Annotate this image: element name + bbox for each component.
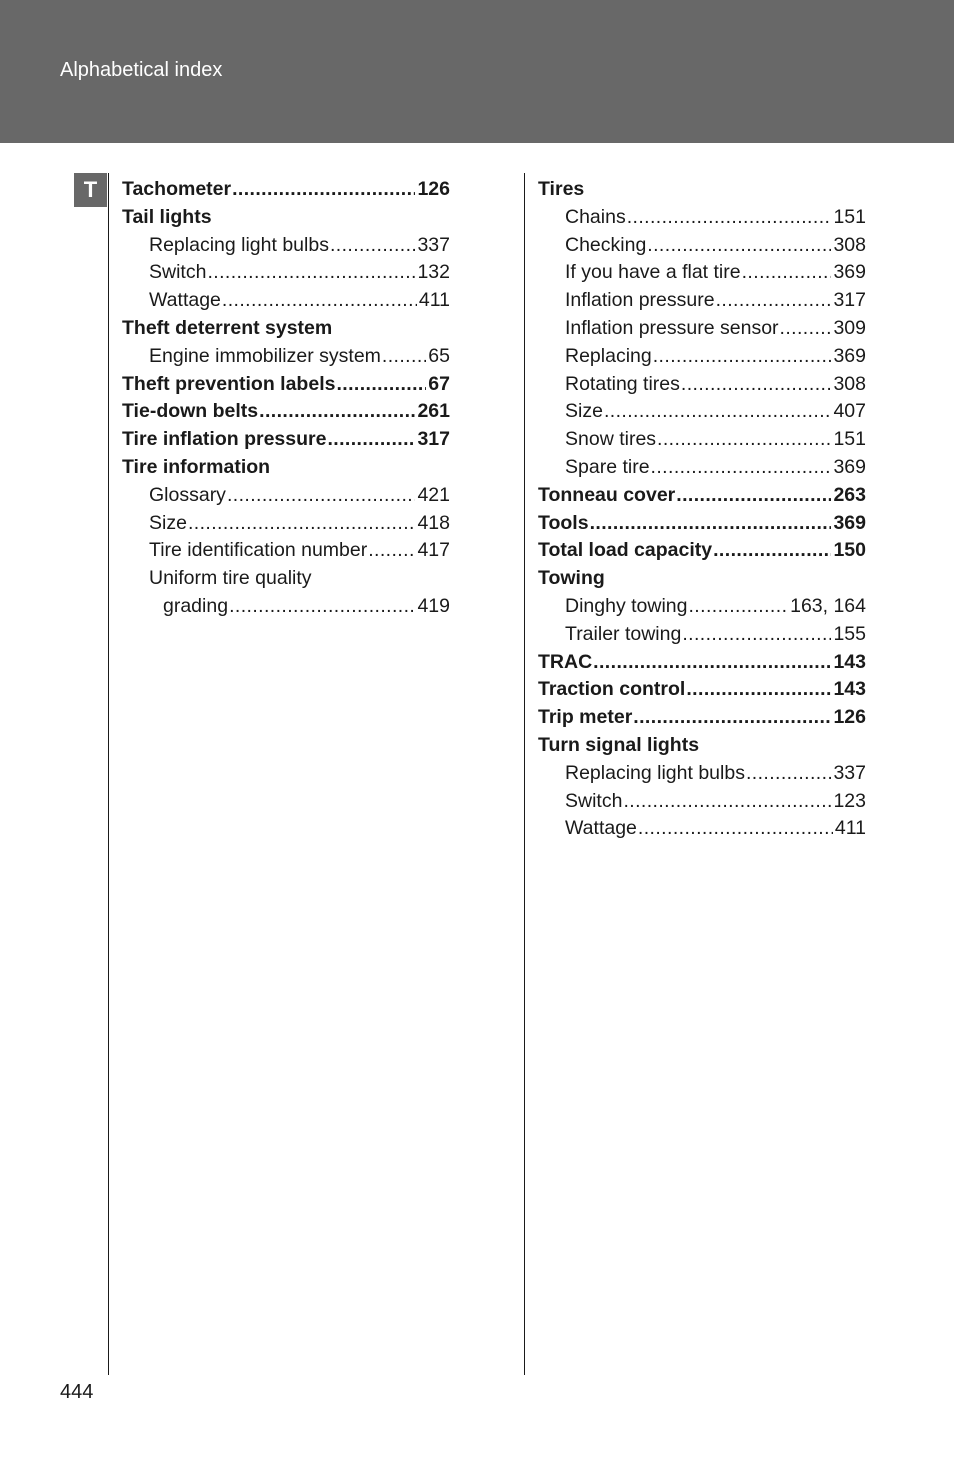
index-entry-page: 317 (417, 428, 450, 451)
index-entry-label: Tire identification number (149, 539, 368, 562)
index-entry-label: Wattage (565, 817, 637, 840)
index-entry-label: Chains (565, 205, 626, 228)
dot-leader (653, 343, 832, 371)
dot-leader (227, 482, 416, 510)
index-entry (538, 482, 866, 510)
index-entry-page: 143 (833, 650, 866, 673)
index-entry-page: 417 (417, 539, 450, 562)
index-entry-page: 155 (833, 622, 866, 645)
dot-leader (368, 537, 415, 565)
index-entry-page: 263 (833, 483, 866, 506)
index-entry (122, 176, 450, 204)
index-entry-label: Checking (565, 233, 647, 256)
dot-leader (327, 426, 415, 454)
dot-leader (222, 287, 417, 315)
index-entry (538, 593, 866, 621)
index-entry (538, 398, 866, 426)
dot-leader (716, 287, 832, 315)
index-entry (538, 760, 866, 788)
index-entry-page: 151 (833, 428, 866, 451)
index-entry-label: Tail lights (122, 205, 212, 228)
index-entry (538, 537, 866, 565)
index-entry-page: 67 (428, 372, 450, 395)
dot-leader (688, 593, 788, 621)
index-entry-page: 309 (833, 316, 866, 339)
index-entry (122, 565, 450, 593)
dot-leader (780, 315, 832, 343)
index-entry-page: 419 (417, 594, 450, 617)
index-entry (122, 482, 450, 510)
dot-leader (713, 537, 831, 565)
index-entry-page: 411 (418, 289, 450, 312)
index-entry-page: 150 (833, 539, 866, 562)
index-entry-label: Tire information (122, 455, 271, 478)
index-entry (122, 593, 450, 621)
dot-leader (207, 259, 415, 287)
index-entry-page: 411 (834, 817, 866, 840)
page-number: 444 (60, 1381, 94, 1403)
index-entry (122, 398, 450, 426)
index-entry-page: 308 (833, 372, 866, 395)
index-entry-label: Snow tires (565, 428, 657, 451)
index-entry-label: Traction control (538, 678, 686, 701)
index-entry (538, 343, 866, 371)
index-entry (538, 649, 866, 677)
index-entry-label: Tires (538, 178, 585, 200)
dot-leader (188, 510, 416, 538)
index-entry-label: Tonneau cover (538, 483, 676, 506)
index-column-right (538, 176, 866, 843)
index-entry-page: 143 (833, 678, 866, 701)
index-entry-label: Inflation pressure (565, 289, 715, 312)
index-entry (122, 315, 450, 343)
index-entry (122, 259, 450, 287)
index-entry-label: Switch (565, 789, 623, 812)
index-entry (122, 371, 450, 399)
index-entry-label: grading (163, 594, 229, 617)
index-entry-label: Size (565, 400, 603, 423)
index-entry (538, 287, 866, 315)
index-column-left (122, 176, 450, 621)
index-entry-page: 126 (417, 178, 450, 200)
index-entry (538, 204, 866, 232)
index-entry-page: 337 (417, 233, 450, 256)
index-entry-page: 369 (833, 455, 866, 478)
index-entry-label: Size (149, 511, 187, 534)
index-entry-label: Replacing light bulbs (149, 233, 329, 256)
header-title: Alphabetical index (60, 59, 223, 81)
index-entry-page: 317 (833, 289, 866, 312)
index-entry (538, 315, 866, 343)
index-entry (122, 537, 450, 565)
index-entry-page: 123 (833, 789, 866, 812)
index-entry-label: Turn signal lights (538, 733, 700, 756)
index-entry (538, 704, 866, 732)
index-entry-page: 369 (833, 344, 866, 367)
left-column-rule (108, 173, 109, 1375)
index-entry-label: Tie-down belts (122, 400, 259, 423)
index-entry-label: Trailer towing (565, 622, 682, 645)
dot-leader (633, 704, 831, 732)
index-entry-label: Dinghy towing (565, 594, 688, 617)
index-entry (538, 454, 866, 482)
dot-leader (638, 815, 833, 843)
index-entry-label: Tire inflation pressure (122, 428, 327, 451)
index-entry-page: 65 (428, 344, 450, 367)
index-entry (122, 287, 450, 315)
index-entry-label: Engine immobilizer system (149, 344, 381, 367)
index-entry (538, 732, 866, 760)
index-entry (538, 259, 866, 287)
dot-leader (590, 510, 832, 538)
dot-leader (229, 593, 415, 621)
index-entry (538, 176, 866, 204)
index-entry-label: Uniform tire quality (149, 567, 312, 590)
index-entry (122, 454, 450, 482)
index-entry-label: TRAC (538, 650, 593, 673)
dot-leader (657, 426, 831, 454)
index-entry (122, 204, 450, 232)
index-entry (538, 676, 866, 704)
dot-leader (681, 371, 832, 399)
dot-leader (259, 398, 415, 426)
dot-leader (682, 621, 831, 649)
index-entry-page: 261 (417, 400, 450, 423)
index-entry-page: 418 (417, 511, 450, 534)
index-entry-label: Spare tire (565, 455, 650, 478)
index-entry-label: Theft deterrent system (122, 316, 333, 339)
index-entry-label: Glossary (149, 483, 226, 506)
index-entry-page: 337 (833, 761, 866, 784)
dot-leader (336, 371, 426, 399)
index-entry (538, 371, 866, 399)
index-entry-label: Replacing light bulbs (565, 761, 745, 784)
dot-leader (651, 454, 832, 482)
dot-leader (382, 343, 426, 371)
index-entry-label: Replacing (565, 344, 652, 367)
index-entry (122, 232, 450, 260)
dot-leader (604, 398, 832, 426)
index-entry (122, 426, 450, 454)
index-entry (538, 621, 866, 649)
index-entry (538, 426, 866, 454)
index-entry-page: 369 (833, 261, 866, 284)
index-entry-label: Inflation pressure sensor (565, 316, 779, 339)
index-entry-page: 369 (833, 511, 866, 534)
index-entry-label: Trip meter (538, 706, 633, 729)
index-entry-page: 163, 164 (790, 594, 866, 617)
page-header (0, 0, 954, 143)
dot-leader (686, 676, 831, 704)
dot-leader (593, 649, 831, 677)
index-entry (538, 565, 866, 593)
index-entry-label: Rotating tires (565, 372, 680, 395)
dot-leader (627, 204, 832, 232)
middle-column-rule (524, 173, 525, 1375)
dot-leader (676, 482, 831, 510)
index-entry (538, 510, 866, 538)
index-entry (538, 232, 866, 260)
index-entry-label: Total load capacity (538, 539, 713, 562)
index-entry-label: If you have a flat tire (565, 261, 741, 284)
index-entry-label: Towing (538, 567, 605, 590)
index-entry-page: 151 (833, 205, 866, 228)
index-entry (538, 815, 866, 843)
index-entry-page: 407 (833, 400, 866, 423)
section-letter-tab: T (74, 173, 107, 207)
index-entry-page: 308 (833, 233, 866, 256)
index-entry (538, 788, 866, 816)
index-entry-label: Wattage (149, 289, 221, 312)
index-entry-label: Tachometer (122, 178, 232, 200)
index-entry-page: 421 (417, 483, 450, 506)
dot-leader (647, 232, 831, 260)
index-entry-page: 126 (833, 706, 866, 729)
dot-leader (232, 176, 415, 204)
dot-leader (623, 788, 831, 816)
dot-leader (742, 259, 832, 287)
index-entry-label: Switch (149, 261, 207, 284)
dot-leader (330, 232, 416, 260)
index-entry (122, 343, 450, 371)
index-entry-label: Theft prevention labels (122, 372, 336, 395)
index-entry-page: 132 (417, 261, 450, 284)
index-entry-label: Tools (538, 511, 589, 534)
dot-leader (746, 760, 832, 788)
index-entry (122, 510, 450, 538)
